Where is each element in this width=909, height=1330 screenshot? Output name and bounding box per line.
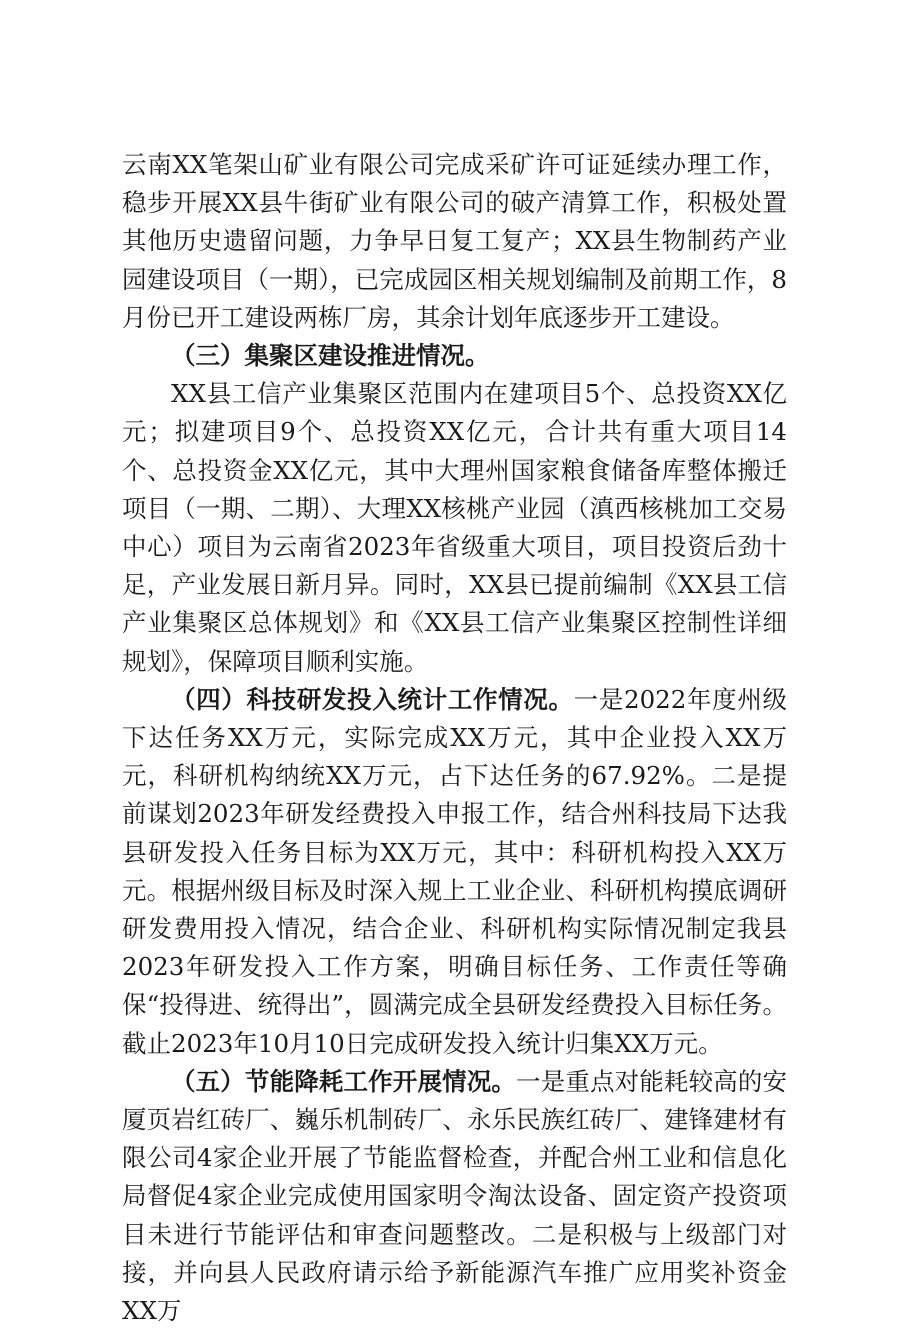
paragraph-text: 一是2022年度州级下达任务XX万元，实际完成XX万元，其中企业投入XX万元，科研机构纳统XX万元，占下达任务的67.92%。二是提前谋划2023年研发经费投入申报工作，结合州科技局下达我县研发投入任务目标为XX万元，其中：科研机构投入XX万元。根据州级目标及时深入规上工业企业、科研机构摸底调研研发费用投入情况，结合企业、科研机构实际情况制定我县2023年研发投入工作方案，明确目标任务、工作责任等确保“投得进、统得出”，圆满完成全县研发经费投入目标任务。截止2023年10月10日完成研发投入统计归集XX万元。 (122, 684, 787, 1058)
section-heading-cluster-construction (122, 337, 787, 375)
paragraph-text: 一是重点对能耗较高的安厦页岩红砖厂、巍乐机制砖厂、永乐民族红砖厂、建锋建材有限公司4家企业开展了节能监督检查，并配合州工业和信息化局督促4家企业完成使用国家明令淘汰设备、固定资产投资项目未进行节能评估和审查问题整改。二是积极与上级部门对接，并向县人民政府请示给予新能源汽车推广应用奖补资金XX万 (122, 1066, 788, 1326)
paragraph-text: XX县工信产业集聚区范围内在建项目5个、总投资XX亿元；拟建项目9个、总投资XX亿元，合计共有重大项目14个、总投资金XX亿元，其中大理州国家粮食储备库整体搬迁项目（一期、二期）、大理XX核桃产业园（滇西核桃加工交易中心）项目为云南省2023年省级重大项目，项目投资后劲十足，产业发展日新月异。同时，XX县已提前编制《XX县工信产业集聚区总体规划》和《XX县工信产业集聚区控制性详细规划》，保障项目顺利实施。 (122, 379, 787, 676)
paragraph-cluster-construction (122, 375, 787, 681)
document-body (122, 146, 787, 1330)
paragraph-energy-saving (122, 1063, 787, 1330)
section-heading-text: （三）集聚区建设推进情况。 (171, 341, 490, 371)
paragraph-rnd-investment (122, 681, 787, 1063)
paragraph-mining-and-biopharma (122, 146, 787, 337)
paragraph-text: 云南XX笔架山矿业有限公司完成采矿许可证延续办理工作，稳步开展XX县牛街矿业有限公司的破产清算工作，积极处置其他历史遗留问题，力争早日复工复产；XX县生物制药产业园建设项目（一期），已完成园区相关规划编制及前期工作，8月份已开工建设两栋厂房，其余计划年底逐步开工建设。 (122, 150, 787, 332)
section-heading-text: （五）节能降耗工作开展情况。 (171, 1066, 517, 1096)
section-heading-text: （四）科技研发投入统计工作情况。 (171, 684, 574, 714)
